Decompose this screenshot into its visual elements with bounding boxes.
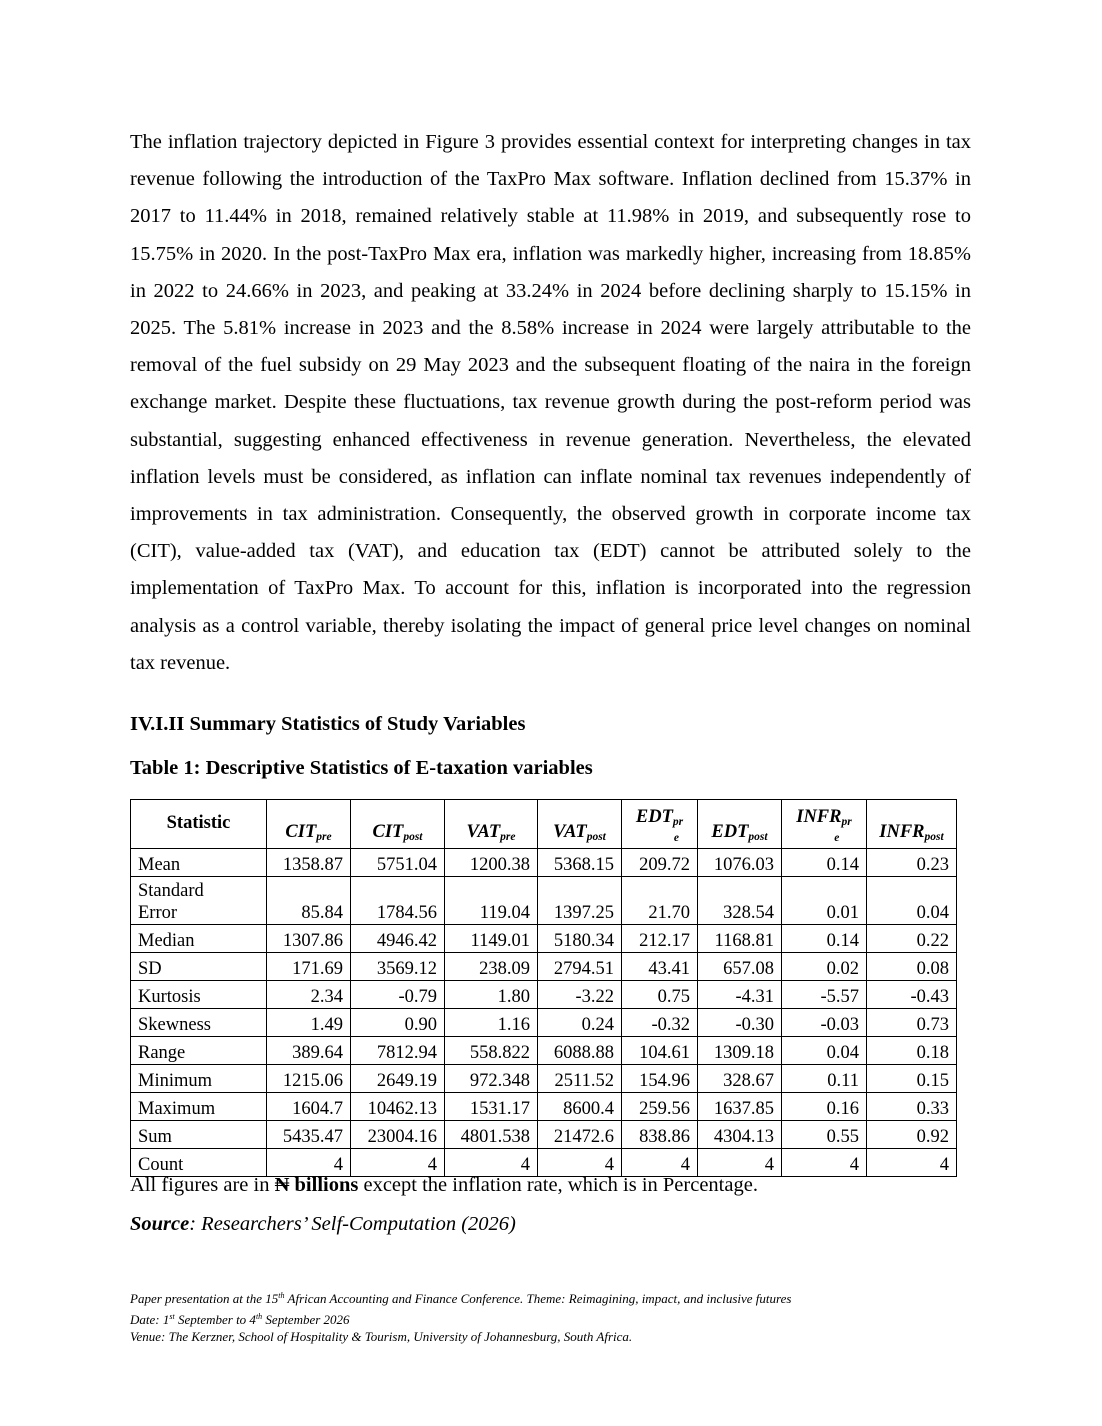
- header-cit-post: $CIT_{post}$: [351, 800, 445, 849]
- cell: 0.14: [782, 849, 867, 877]
- cell: 0.01: [782, 877, 867, 925]
- header-statistic: Statistic: [131, 800, 267, 849]
- cell: 558.822: [445, 1037, 538, 1065]
- cell: 1076.03: [698, 849, 782, 877]
- table-body: [131, 849, 957, 1177]
- cell: 5180.34: [538, 925, 622, 953]
- cell: 21472.6: [538, 1121, 622, 1149]
- cell: 1604.7: [267, 1093, 351, 1121]
- table-row: [131, 953, 957, 981]
- cell: 0.16: [782, 1093, 867, 1121]
- cell: 2.34: [267, 981, 351, 1009]
- row-label: Range: [131, 1037, 267, 1065]
- table-row: [131, 877, 957, 925]
- cell: 0.15: [867, 1065, 957, 1093]
- cell: 0.73: [867, 1009, 957, 1037]
- cell: 259.56: [622, 1093, 698, 1121]
- cell: 1397.25: [538, 877, 622, 925]
- cell: 0.55: [782, 1121, 867, 1149]
- body-paragraph: The inflation trajectory depicted in Figure 3 provides essential context for interpreting changes in tax revenue following the introduction of the TaxPro Max software. Inflation declined from 15.37% in 2017 to 11.44% in 2018, remained relatively stable at 11.98% in 2019, and subsequently rose to 15.75% in 2020. In the post-TaxPro Max era, inflation was markedly higher, increasing from 18.85% in 2022 to 24.66% in 2023, and peaking at 33.24% in 2024 before declining sharply to 15.15% in 2025. The 5.81% increase in 2023 and the 8.58% increase in 2024 were largely attributable to the removal of the fuel subsidy on 29 May 2023 and the subsequent floating of the naira in the foreign exchange market. Despite these fluctuations, tax revenue growth during the post-reform period was substantial, suggesting enhanced effectiveness in revenue generation. Nevertheless, the elevated inflation levels must be considered, as inflation can inflate nominal tax revenues independently of improvements in tax administration. Consequently, the observed growth in corporate income tax (CIT), value-added tax (VAT), and education tax (EDT) cannot be attributed solely to the implementation of TaxPro Max. To account for this, inflation is incorporated into the regression analysis as a control variable, thereby isolating the impact of general price level changes on nominal tax revenue.: [130, 131, 971, 674]
- header-vat-post: $VAT_{post}$: [538, 800, 622, 849]
- cell: -0.32: [622, 1009, 698, 1037]
- cell: 0.18: [867, 1037, 957, 1065]
- cell: 389.64: [267, 1037, 351, 1065]
- cell: -3.22: [538, 981, 622, 1009]
- cell: 43.41: [622, 953, 698, 981]
- cell: 2794.51: [538, 953, 622, 981]
- cell: 85.84: [267, 877, 351, 925]
- cell: 2511.52: [538, 1065, 622, 1093]
- table-row: [131, 925, 957, 953]
- cell: -0.43: [867, 981, 957, 1009]
- cell: 0.92: [867, 1121, 957, 1149]
- row-label: Count: [131, 1149, 267, 1177]
- row-label: Mean: [131, 849, 267, 877]
- table-source: Source: Researchers’ Self-Computation (2026): [130, 1213, 516, 1235]
- row-label: Minimum: [131, 1065, 267, 1093]
- header-infr-pre: $INFR_{pr}$ e: [782, 800, 867, 849]
- cell: 0.04: [782, 1037, 867, 1065]
- cell: 1200.38: [445, 849, 538, 877]
- cell: 0.04: [867, 877, 957, 925]
- table-note: All figures are in ₦ billions except the inflation rate, which is in Percentage.: [130, 1174, 758, 1196]
- cell: 1531.17: [445, 1093, 538, 1121]
- header-cit-pre: $CIT_{pre}$: [267, 800, 351, 849]
- header-vat-pre: $VAT_{pre}$: [445, 800, 538, 849]
- table-row: [131, 1093, 957, 1121]
- cell: 0.14: [782, 925, 867, 953]
- cell: 1.80: [445, 981, 538, 1009]
- cell: 328.67: [698, 1065, 782, 1093]
- table-row: [131, 1121, 957, 1149]
- cell: 2649.19: [351, 1065, 445, 1093]
- cell: 4: [267, 1149, 351, 1177]
- cell: 1309.18: [698, 1037, 782, 1065]
- table-row: [131, 849, 957, 877]
- cell: 972.348: [445, 1065, 538, 1093]
- cell: 7812.94: [351, 1037, 445, 1065]
- table-header-row: [131, 800, 957, 849]
- section-heading: IV.I.II Summary Statistics of Study Variables: [130, 713, 526, 735]
- cell: 328.54: [698, 877, 782, 925]
- cell: 4: [445, 1149, 538, 1177]
- cell: 1168.81: [698, 925, 782, 953]
- header-edt-post: $EDT_{post}$: [698, 800, 782, 849]
- cell: 8600.4: [538, 1093, 622, 1121]
- cell: 4: [538, 1149, 622, 1177]
- cell: 0.75: [622, 981, 698, 1009]
- table-row: [131, 1037, 957, 1065]
- row-label: Standard Error: [131, 877, 267, 925]
- cell: -0.30: [698, 1009, 782, 1037]
- cell: 4: [782, 1149, 867, 1177]
- cell: 4: [622, 1149, 698, 1177]
- cell: 5368.15: [538, 849, 622, 877]
- cell: 0.02: [782, 953, 867, 981]
- cell: 4946.42: [351, 925, 445, 953]
- header-infr-post: $INFR_{post}$: [867, 800, 957, 849]
- cell: 1215.06: [267, 1065, 351, 1093]
- page-footer: [130, 1287, 791, 1346]
- cell: 1307.86: [267, 925, 351, 953]
- row-label: Skewness: [131, 1009, 267, 1037]
- cell: -4.31: [698, 981, 782, 1009]
- header-edt-pre: $EDT_{pr}$ e: [622, 800, 698, 849]
- row-label: Kurtosis: [131, 981, 267, 1009]
- cell: 838.86: [622, 1121, 698, 1149]
- cell: 0.23: [867, 849, 957, 877]
- cell: 4: [351, 1149, 445, 1177]
- cell: 238.09: [445, 953, 538, 981]
- cell: 0.24: [538, 1009, 622, 1037]
- cell: 119.04: [445, 877, 538, 925]
- cell: 1784.56: [351, 877, 445, 925]
- cell: 1.16: [445, 1009, 538, 1037]
- cell: 212.17: [622, 925, 698, 953]
- cell: 21.70: [622, 877, 698, 925]
- table-row: [131, 981, 957, 1009]
- cell: 5435.47: [267, 1121, 351, 1149]
- cell: 0.08: [867, 953, 957, 981]
- cell: -5.57: [782, 981, 867, 1009]
- row-label: Maximum: [131, 1093, 267, 1121]
- cell: 4304.13: [698, 1121, 782, 1149]
- cell: 1637.85: [698, 1093, 782, 1121]
- table-row: [131, 1009, 957, 1037]
- row-label: SD: [131, 953, 267, 981]
- cell: 10462.13: [351, 1093, 445, 1121]
- cell: 4801.538: [445, 1121, 538, 1149]
- cell: 1149.01: [445, 925, 538, 953]
- cell: 209.72: [622, 849, 698, 877]
- cell: 4: [867, 1149, 957, 1177]
- descriptive-statistics-table: [130, 799, 957, 1177]
- row-label: Median: [131, 925, 267, 953]
- cell: -0.79: [351, 981, 445, 1009]
- cell: 1.49: [267, 1009, 351, 1037]
- cell: 0.33: [867, 1093, 957, 1121]
- footer-conference-line: Paper presentation at the 15th African Accounting and Finance Conference. Theme: Reimagining, impact, and inclusive futures: [130, 1291, 792, 1306]
- cell: 171.69: [267, 953, 351, 981]
- cell: 154.96: [622, 1065, 698, 1093]
- cell: 0.90: [351, 1009, 445, 1037]
- footer-venue-line: Venue: The Kerzner, School of Hospitality & Tourism, University of Johannesburg, South Africa.: [130, 1329, 633, 1344]
- table-caption: Table 1: Descriptive Statistics of E-taxation variables: [130, 757, 593, 779]
- cell: 0.22: [867, 925, 957, 953]
- cell: 657.08: [698, 953, 782, 981]
- cell: 6088.88: [538, 1037, 622, 1065]
- table-row: [131, 1149, 957, 1177]
- cell: 0.11: [782, 1065, 867, 1093]
- footer-date-line: Date: 1st September to 4th September 2026: [130, 1311, 350, 1327]
- cell: 1358.87: [267, 849, 351, 877]
- row-label: Sum: [131, 1121, 267, 1149]
- table-row: [131, 1065, 957, 1093]
- cell: -0.03: [782, 1009, 867, 1037]
- cell: 3569.12: [351, 953, 445, 981]
- cell: 23004.16: [351, 1121, 445, 1149]
- cell: 5751.04: [351, 849, 445, 877]
- cell: 4: [698, 1149, 782, 1177]
- cell: 104.61: [622, 1037, 698, 1065]
